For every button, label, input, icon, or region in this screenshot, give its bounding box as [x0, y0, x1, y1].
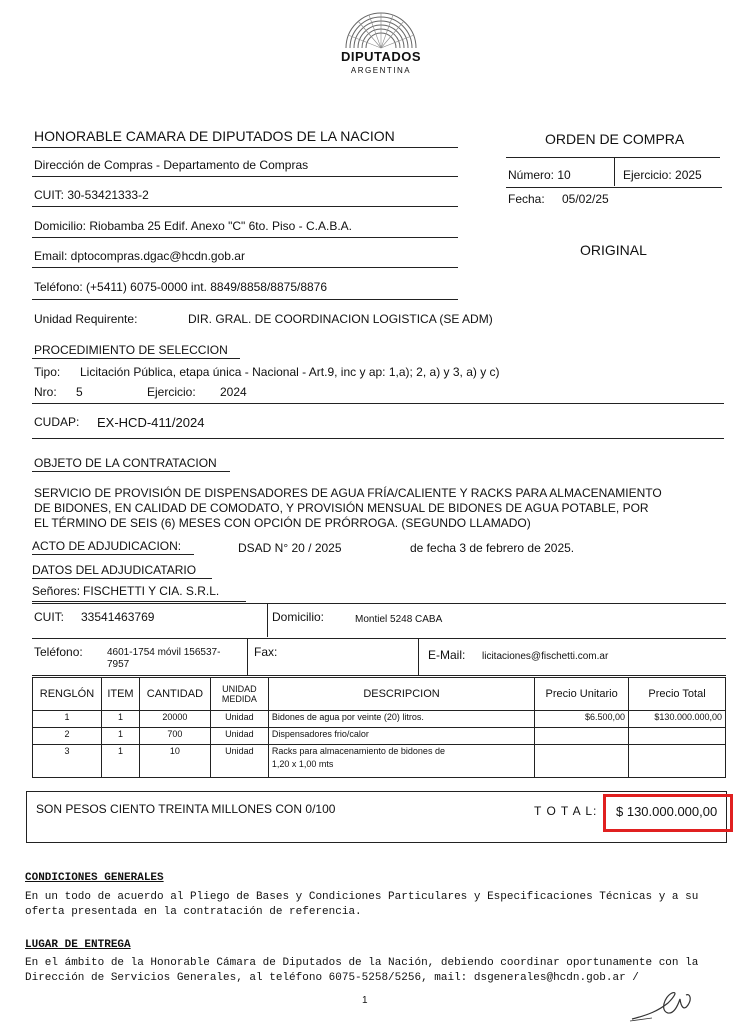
procedimiento-tipo-value: Licitación Pública, etapa única - Nacional - Art.9, inc y ap: 1,a); 2, a) y 3, a) y c)	[80, 365, 500, 379]
adjudicatario-domicilio: Montiel 5248 CABA	[355, 614, 443, 625]
adjudicatario-name: FISCHETTI Y CIA. S.R.L.	[83, 584, 220, 598]
order-fecha: 05/02/25	[562, 192, 609, 206]
row-precio-total	[629, 745, 726, 778]
row-cantidad: 20000	[139, 711, 210, 728]
issuer-phone: Teléfono: (+5411) 6075-0000 int. 8849/8858/8875/8876	[34, 280, 328, 294]
row-unidad: Unidad	[210, 728, 268, 745]
signature-icon	[628, 985, 698, 1023]
row-cantidad: 10	[139, 745, 210, 778]
procedimiento-nro-value: 5	[76, 385, 83, 399]
procedimiento-ejercicio-value: 2024	[220, 385, 247, 399]
lugar-line-1: En el ámbito de la Honorable Cámara de Diputados de la Nación, debiendo coordinar oportunamente con la	[25, 957, 699, 969]
header-cantidad: CANTIDAD	[139, 678, 210, 711]
page-number: 1	[362, 995, 368, 1006]
issuer-address: Domicilio: Riobamba 25 Edif. Anexo "C" 6to. Piso - C.A.B.A.	[34, 219, 352, 233]
procedimiento-heading: PROCEDIMIENTO DE SELECCION	[34, 343, 228, 357]
issuer-name: HONORABLE CAMARA DE DIPUTADOS DE LA NACION	[34, 128, 395, 144]
row-renglon: 2	[33, 728, 102, 745]
adjudicatario-email-label: E-Mail:	[428, 648, 466, 662]
row-unidad: Unidad	[210, 711, 268, 728]
row-descripcion-line-2: 1,20 x 1,00 mts	[271, 759, 334, 769]
table-row	[33, 745, 726, 778]
adjudicatario-heading: DATOS DEL ADJUDICATARIO	[32, 563, 197, 577]
row-descripcion: Dispensadores frio/calor	[268, 728, 534, 745]
cudap-label: CUDAP:	[34, 415, 80, 429]
row-descripcion: Racks para almacenamiento de bidones de	[271, 746, 445, 756]
adjudicatario-fax-label: Fax:	[254, 645, 278, 659]
row-renglon: 3	[33, 745, 102, 778]
condiciones-line-1: En un todo de acuerdo al Pliego de Bases y Condiciones Particulares y Especificaciones Técnicas y a su	[25, 891, 699, 903]
order-number: Número: 10	[508, 168, 571, 182]
adjudicatario-name-label: Señores:	[32, 584, 81, 598]
table-row	[33, 711, 726, 728]
procedimiento-ejercicio-label: Ejercicio:	[147, 385, 196, 399]
row-descripcion: Bidones de agua por veinte (20) litros.	[268, 711, 534, 728]
procedimiento-tipo-label: Tipo:	[34, 365, 61, 379]
adjudicatario-email: licitaciones@fischetti.com.ar	[482, 651, 609, 662]
unidad-value: DIR. GRAL. DE COORDINACION LOGISTICA (SE ADM)	[188, 312, 493, 326]
logo-subtitle: ARGENTINA	[350, 66, 412, 75]
header-item: ITEM	[101, 678, 139, 711]
row-precio-unitario: $6.500,00	[535, 711, 629, 728]
order-fecha-label: Fecha:	[508, 192, 545, 206]
row-renglon: 1	[33, 711, 102, 728]
row-item: 1	[101, 728, 139, 745]
condiciones-line-2: oferta presentada en la contratación de referencia.	[25, 906, 362, 918]
adjudicatario-telefono-label: Teléfono:	[34, 645, 83, 659]
row-item: 1	[101, 711, 139, 728]
total-label: T O T A L:	[534, 804, 598, 818]
condiciones-heading: CONDICIONES GENERALES	[25, 872, 164, 884]
row-precio-unitario	[535, 728, 629, 745]
header-unidad-medida: UNIDAD MEDIDA	[210, 678, 268, 711]
row-precio-total: $130.000.000,00	[629, 711, 726, 728]
row-precio-total	[629, 728, 726, 745]
issuer-cuit: CUIT: 30-53421333-2	[34, 188, 149, 202]
adjudicatario-telefono-line-1: 4601-1754 móvil 156537-	[107, 647, 221, 658]
order-title: ORDEN DE COMPRA	[545, 131, 685, 147]
items-table	[32, 677, 726, 778]
row-cantidad: 700	[139, 728, 210, 745]
objeto-heading: OBJETO DE LA CONTRATACION	[34, 456, 217, 470]
objeto-line-3: EL TÉRMINO DE SEIS (6) MESES CON OPCIÓN DE PRÓRROGA. (SEGUNDO LLAMADO)	[34, 516, 531, 530]
row-precio-unitario	[535, 745, 629, 778]
issuer-email: Email: dptocompras.dgac@hcdn.gob.ar	[34, 249, 245, 263]
adjudicacion-date: de fecha 3 de febrero de 2025.	[410, 541, 575, 555]
header-descripcion: DESCRIPCION	[268, 678, 534, 711]
procedimiento-nro-label: Nro:	[34, 385, 57, 399]
adjudicatario-cuit-label: CUIT:	[34, 610, 64, 624]
adjudicatario-cuit: 33541463769	[81, 610, 155, 624]
objeto-line-1: SERVICIO DE PROVISIÓN DE DISPENSADORES DE AGUA FRÍA/CALIENTE Y RACKS PARA ALMACENAMIENTO	[34, 486, 662, 500]
header-precio-total: Precio Total	[629, 678, 726, 711]
total-amount: $ 130.000.000,00	[616, 804, 718, 819]
lugar-heading: LUGAR DE ENTREGA	[25, 939, 131, 951]
row-unidad: Unidad	[210, 745, 268, 778]
logo-title: DIPUTADOS	[340, 49, 422, 64]
total-in-words: SON PESOS CIENTO TREINTA MILLONES CON 0/100	[36, 802, 336, 816]
row-item: 1	[101, 745, 139, 778]
copy-type: ORIGINAL	[580, 242, 647, 258]
row-descripcion-cell	[268, 745, 534, 778]
adjudicacion-label: ACTO DE ADJUDICACION:	[32, 539, 182, 553]
congress-dome-icon	[338, 8, 424, 50]
items-table-header	[33, 678, 726, 711]
cudap-value: EX-HCD-411/2024	[97, 415, 205, 430]
adjudicatario-domicilio-label: Domicilio:	[272, 610, 325, 624]
order-ejercicio: Ejercicio: 2025	[623, 168, 702, 182]
objeto-line-2: DE BIDONES, EN CALIDAD DE COMODATO, Y PROVISIÓN MENSUAL DE BIDONES DE AGUA POTABLE, POR	[34, 501, 649, 515]
adjudicacion-value: DSAD N° 20 / 2025	[238, 541, 342, 555]
header-renglon: RENGLÓN	[33, 678, 102, 711]
issuer-department: Dirección de Compras - Departamento de Compras	[34, 158, 309, 172]
adjudicatario-telefono-line-2: 7957	[107, 659, 130, 670]
header-precio-unitario: Precio Unitario	[535, 678, 629, 711]
unidad-label: Unidad Requirente:	[34, 312, 138, 326]
table-row	[33, 728, 726, 745]
lugar-line-2: Dirección de Servicios Generales, al teléfono 6075-5258/5256, mail: dsgenerales@hcdn.gob.ar /	[25, 972, 639, 984]
